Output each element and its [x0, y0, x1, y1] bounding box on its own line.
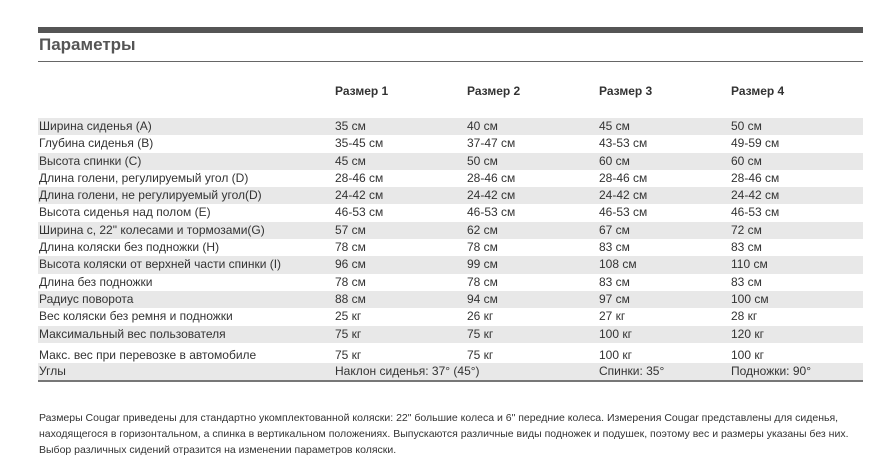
row-label: Ширина сиденья (A): [39, 119, 152, 133]
cell-size-3: 43-53 см: [599, 136, 648, 151]
top-bar: [38, 27, 863, 33]
seat-angle: Наклон сиденья: 37° (45°): [335, 363, 480, 378]
cell-size-4: 24-42 см: [731, 188, 780, 203]
cell-size-3: 45 см: [599, 119, 630, 133]
row-label: Длина коляски без подножки (H): [39, 240, 220, 255]
cell-size-1: 78 см: [335, 274, 366, 289]
cell-size-3: 83 см: [599, 240, 630, 255]
cell-size-3: 28-46 см: [599, 170, 648, 185]
cell-size-3: 100 кг: [599, 347, 632, 362]
cell-size-4: 60 см: [731, 153, 762, 168]
table-row: [38, 326, 863, 343]
page-title: Параметры: [39, 35, 136, 54]
back-angle: Спинки: 35°: [599, 363, 665, 378]
table-bottom-divider: [38, 380, 863, 382]
table-row: [38, 256, 863, 273]
row-label: Глубина сиденья (B): [39, 136, 154, 151]
cell-size-2: 50 см: [467, 153, 498, 168]
cell-size-4: 100 см: [731, 291, 769, 306]
cell-size-4: 49-59 см: [731, 136, 780, 151]
cell-size-2: 78 см: [467, 274, 498, 289]
cell-size-1: 57 см: [335, 222, 366, 237]
footnote-line: Выбор различных сидений отразится на изменении параметров коляски.: [39, 444, 397, 456]
cell-size-3: 67 см: [599, 222, 630, 237]
row-label: Радиус поворота: [39, 291, 134, 306]
table-row: [38, 274, 863, 291]
cell-size-2: 28-46 см: [467, 170, 516, 185]
row-label: Высота спинки (C): [39, 153, 142, 168]
table-row: [38, 239, 863, 256]
footnote-line: находящегося в горизонтальном, а спинка в вертикальном положениях. Выпускаются различные виды подножек и подушек, поэтому вес и размеры указаны без них.: [39, 428, 849, 440]
row-label: Вес коляски без ремня и подножки: [39, 309, 233, 324]
cell-size-1: 46-53 см: [335, 205, 384, 220]
cell-size-4: 72 см: [731, 222, 762, 237]
column-header-size-2: Размер 2: [467, 84, 521, 98]
cell-size-4: 50 см: [731, 119, 762, 133]
cell-size-2: 75 кг: [467, 326, 494, 341]
cell-size-3: 46-53 см: [599, 205, 648, 220]
table-row: [38, 170, 863, 187]
row-label: Макс. вес при перевозке в автомобиле: [39, 347, 257, 362]
table-row: [38, 204, 863, 221]
cell-size-1: 28-46 см: [335, 170, 384, 185]
cell-size-2: 78 см: [467, 240, 498, 255]
cell-size-4: 83 см: [731, 240, 762, 255]
cell-size-2: 62 см: [467, 222, 498, 237]
row-label: Высота сиденья над полом (E): [39, 205, 211, 220]
cell-size-2: 37-47 см: [467, 136, 516, 151]
title-divider: [38, 61, 863, 62]
cell-size-2: 75 кг: [467, 347, 494, 362]
row-label: Длина голени, регулируемый угол (D): [39, 170, 249, 185]
table-row: [38, 187, 863, 204]
parameters-table: [38, 118, 863, 380]
cell-size-3: 100 кг: [599, 326, 632, 341]
footnote: [39, 410, 869, 458]
cell-size-4: 83 см: [731, 274, 762, 289]
column-header-size-1: Размер 1: [335, 84, 389, 98]
cell-size-1: 35 см: [335, 119, 366, 133]
row-label: Длина без подножки: [39, 274, 153, 289]
table-row: [38, 291, 863, 308]
table-row: [38, 343, 863, 363]
cell-size-2: 46-53 см: [467, 205, 516, 220]
cell-size-2: 99 см: [467, 257, 498, 272]
table-row: [38, 118, 863, 135]
cell-size-1: 45 см: [335, 153, 366, 168]
cell-size-4: 120 кг: [731, 326, 764, 341]
row-label: Максимальный вес пользователя: [39, 326, 226, 341]
footnote-line: Размеры Cougar приведены для стандартно укомплектованной коляски: 22" большие колеса и 6" передние колеса. Измерения Cougar представлены для сиденья,: [39, 412, 839, 424]
angles-label: Углы: [39, 363, 66, 378]
cell-size-2: 24-42 см: [467, 188, 516, 203]
column-header-size-3: Размер 3: [599, 84, 653, 98]
cell-size-1: 96 см: [335, 257, 366, 272]
table-row: [38, 135, 863, 152]
cell-size-1: 78 см: [335, 240, 366, 255]
cell-size-2: 94 см: [467, 291, 498, 306]
cell-size-4: 28 кг: [731, 309, 758, 324]
cell-size-3: 83 см: [599, 274, 630, 289]
column-header-size-4: Размер 4: [731, 84, 785, 98]
row-label: Длина голени, не регулируемый угол(D): [39, 188, 262, 203]
cell-size-1: 24-42 см: [335, 188, 384, 203]
footrest-angle: Подножки: 90°: [731, 363, 811, 378]
cell-size-3: 60 см: [599, 153, 630, 168]
cell-size-4: 28-46 см: [731, 170, 780, 185]
cell-size-3: 108 см: [599, 257, 637, 272]
cell-size-4: 100 кг: [731, 347, 764, 362]
cell-size-4: 110 см: [731, 257, 768, 272]
cell-size-4: 46-53 см: [731, 205, 780, 220]
cell-size-3: 24-42 см: [599, 188, 648, 203]
cell-size-1: 75 кг: [335, 326, 362, 341]
cell-size-3: 97 см: [599, 291, 630, 306]
cell-size-1: 75 кг: [335, 347, 362, 362]
row-label: Ширина с, 22" колесами и тормозами(G): [39, 222, 265, 237]
table-row: [38, 222, 863, 239]
cell-size-2: 26 кг: [467, 309, 494, 324]
cell-size-1: 88 см: [335, 291, 366, 306]
cell-size-3: 27 кг: [599, 309, 626, 324]
cell-size-1: 35-45 см: [335, 136, 384, 151]
table-row: [38, 308, 863, 325]
angles-row: [38, 363, 863, 380]
cell-size-2: 40 см: [467, 119, 498, 133]
table-row: [38, 153, 863, 170]
row-label: Высота коляски от верхней части спинки (I): [39, 257, 282, 272]
cell-size-1: 25 кг: [335, 309, 362, 324]
